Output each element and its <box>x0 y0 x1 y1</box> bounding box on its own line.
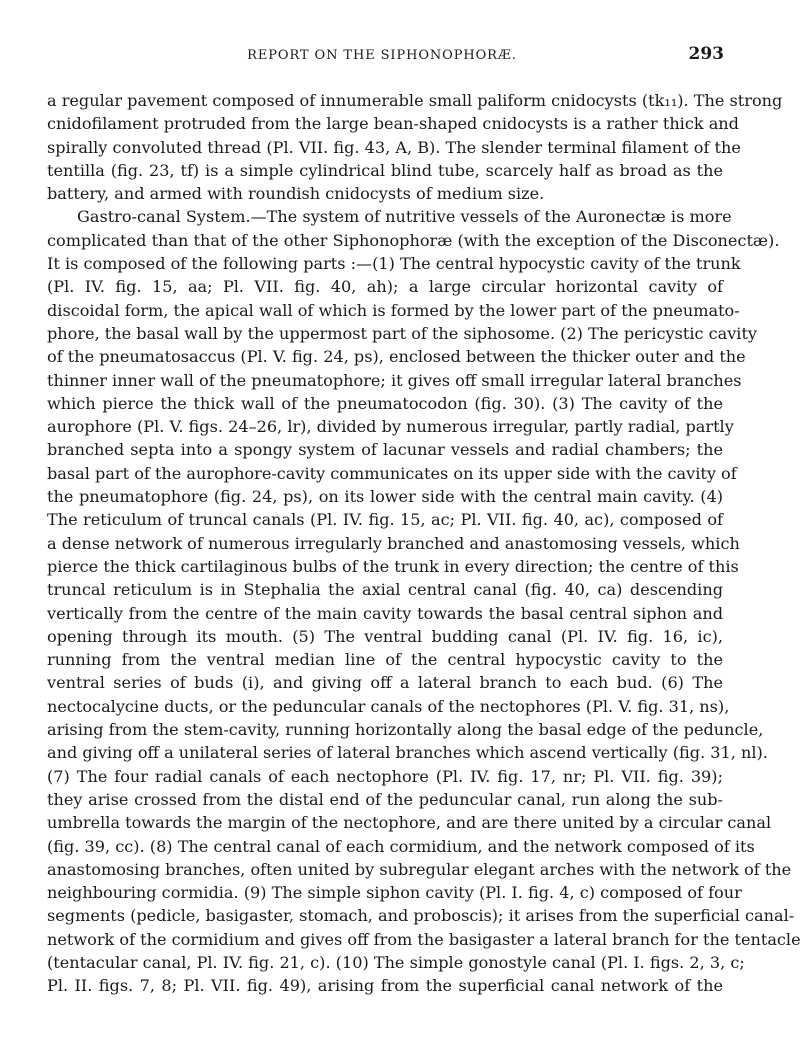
text-line: opening through its mouth. (5) The ventral budding canal (Pl. IV. fig. 16, ic), <box>47 626 723 646</box>
text-line: umbrella towards the margin of the nectophore, and are there united by a circular canal <box>47 813 772 833</box>
paragraph-start-line: Gastro-canal System.—The system of nutritive vessels of the Auronectæ is more <box>77 207 732 227</box>
text-line: discoidal form, the apical wall of which is formed by the lower part of the pneumato- <box>47 300 740 320</box>
text-line: tentilla (fig. 23, tf) is a simple cylindrical blind tube, scarcely half as broad as the <box>47 160 723 180</box>
text-line: running from the ventral median line of the central hypocystic cavity to the <box>47 650 723 670</box>
text-line: Pl. II. figs. 7, 8; Pl. VII. fig. 49), arising from the superficial canal network of the <box>47 976 723 996</box>
text-line: (7) The four radial canals of each nectophore (Pl. IV. fig. 17, nr; Pl. VII. fig. 39); <box>47 766 723 786</box>
text-line: It is composed of the following parts :—(1) The central hypocystic cavity of the trunk <box>47 254 741 274</box>
text-line: of the pneumatosaccus (Pl. V. fig. 24, ps), enclosed between the thicker outer and the <box>47 347 746 367</box>
page-number: 293 <box>688 44 724 64</box>
text-line: The reticulum of truncal canals (Pl. IV. fig. 15, ac; Pl. VII. fig. 40, ac), composed of <box>47 510 723 530</box>
text-line: basal part of the aurophore-cavity communicates on its upper side with the cavity of <box>47 463 737 483</box>
text-line: a dense network of numerous irregularly branched and anastomosing vessels, which <box>47 533 740 553</box>
text-line: anastomosing branches, often united by subregular elegant arches with the network of the <box>47 859 792 879</box>
text-line: arising from the stem-cavity, running horizontally along the basal edge of the peduncle, <box>47 720 764 740</box>
text-line: thinner inner wall of the pneumatophore; it gives off small irregular lateral branches <box>47 370 742 390</box>
body-text <box>47 89 801 998</box>
text-line: phore, the basal wall by the uppermost part of the siphosome. (2) The pericystic cavity <box>47 323 758 343</box>
text-line: (tentacular canal, Pl. IV. fig. 21, c). (10) The simple gonostyle canal (Pl. I. figs. 2, 3, c; <box>47 952 745 972</box>
running-head: REPORT ON THE SIPHONOPHORÆ. <box>247 48 517 63</box>
text-line: a regular pavement composed of innumerable small paliform cnidocysts (tk₁₁). The strong <box>47 91 783 110</box>
text-line: battery, and armed with roundish cnidocysts of medium size. <box>47 184 545 204</box>
text-line: and giving off a unilateral series of lateral branches which ascend vertically (fig. 31, nl). <box>47 743 768 763</box>
text-line: pierce the thick cartilaginous bulbs of the trunk in every direction; the centre of this <box>47 556 739 576</box>
text-line: vertically from the centre of the main cavity towards the basal central siphon and <box>47 603 723 623</box>
text-line: branched septa into a spongy system of lacunar vessels and radial chambers; the <box>47 440 723 460</box>
text-line: aurophore (Pl. V. figs. 24–26, lr), divided by numerous irregular, partly radial, partly <box>47 417 734 437</box>
text-line: the pneumatophore (fig. 24, ps), on its lower side with the central main cavity. (4) <box>47 487 723 507</box>
text-line: (fig. 39, cc). (8) The central canal of each cormidium, and the network composed of its <box>47 836 755 856</box>
text-line: spirally convoluted thread (Pl. VII. fig. 43, A, B). The slender terminal filament of the <box>47 137 741 157</box>
text-line: network of the cormidium and gives off from the basigaster a lateral branch for the tentacle <box>47 929 801 949</box>
text-line: segments (pedicle, basigaster, stomach, and proboscis); it arises from the superficial canal- <box>47 906 795 926</box>
text-line: cnidofilament protruded from the large bean-shaped cnidocysts is a rather thick and <box>47 114 739 134</box>
text-line: neighbouring cormidia. (9) The simple siphon cavity (Pl. I. fig. 4, c) composed of four <box>47 883 742 903</box>
text-line: (Pl. IV. fig. 15, aa; Pl. VII. fig. 40, ah); a large circular horizontal cavity of <box>47 277 723 297</box>
text-line: they arise crossed from the distal end of the peduncular canal, run along the sub- <box>47 789 723 809</box>
page-header <box>40 44 724 70</box>
text-line: ventral series of buds (i), and giving off a lateral branch to each bud. (6) The <box>47 673 723 693</box>
text-line: nectocalycine ducts, or the peduncular canals of the nectophores (Pl. V. fig. 31, ns), <box>47 696 730 716</box>
text-line: which pierce the thick wall of the pneumatocodon (fig. 30). (3) The cavity of the <box>47 393 723 413</box>
text-line: complicated than that of the other Siphonophoræ (with the exception of the Disconectæ). <box>47 230 780 250</box>
text-line: truncal reticulum is in Stephalia the axial central canal (fig. 40, ca) descending <box>47 580 723 600</box>
